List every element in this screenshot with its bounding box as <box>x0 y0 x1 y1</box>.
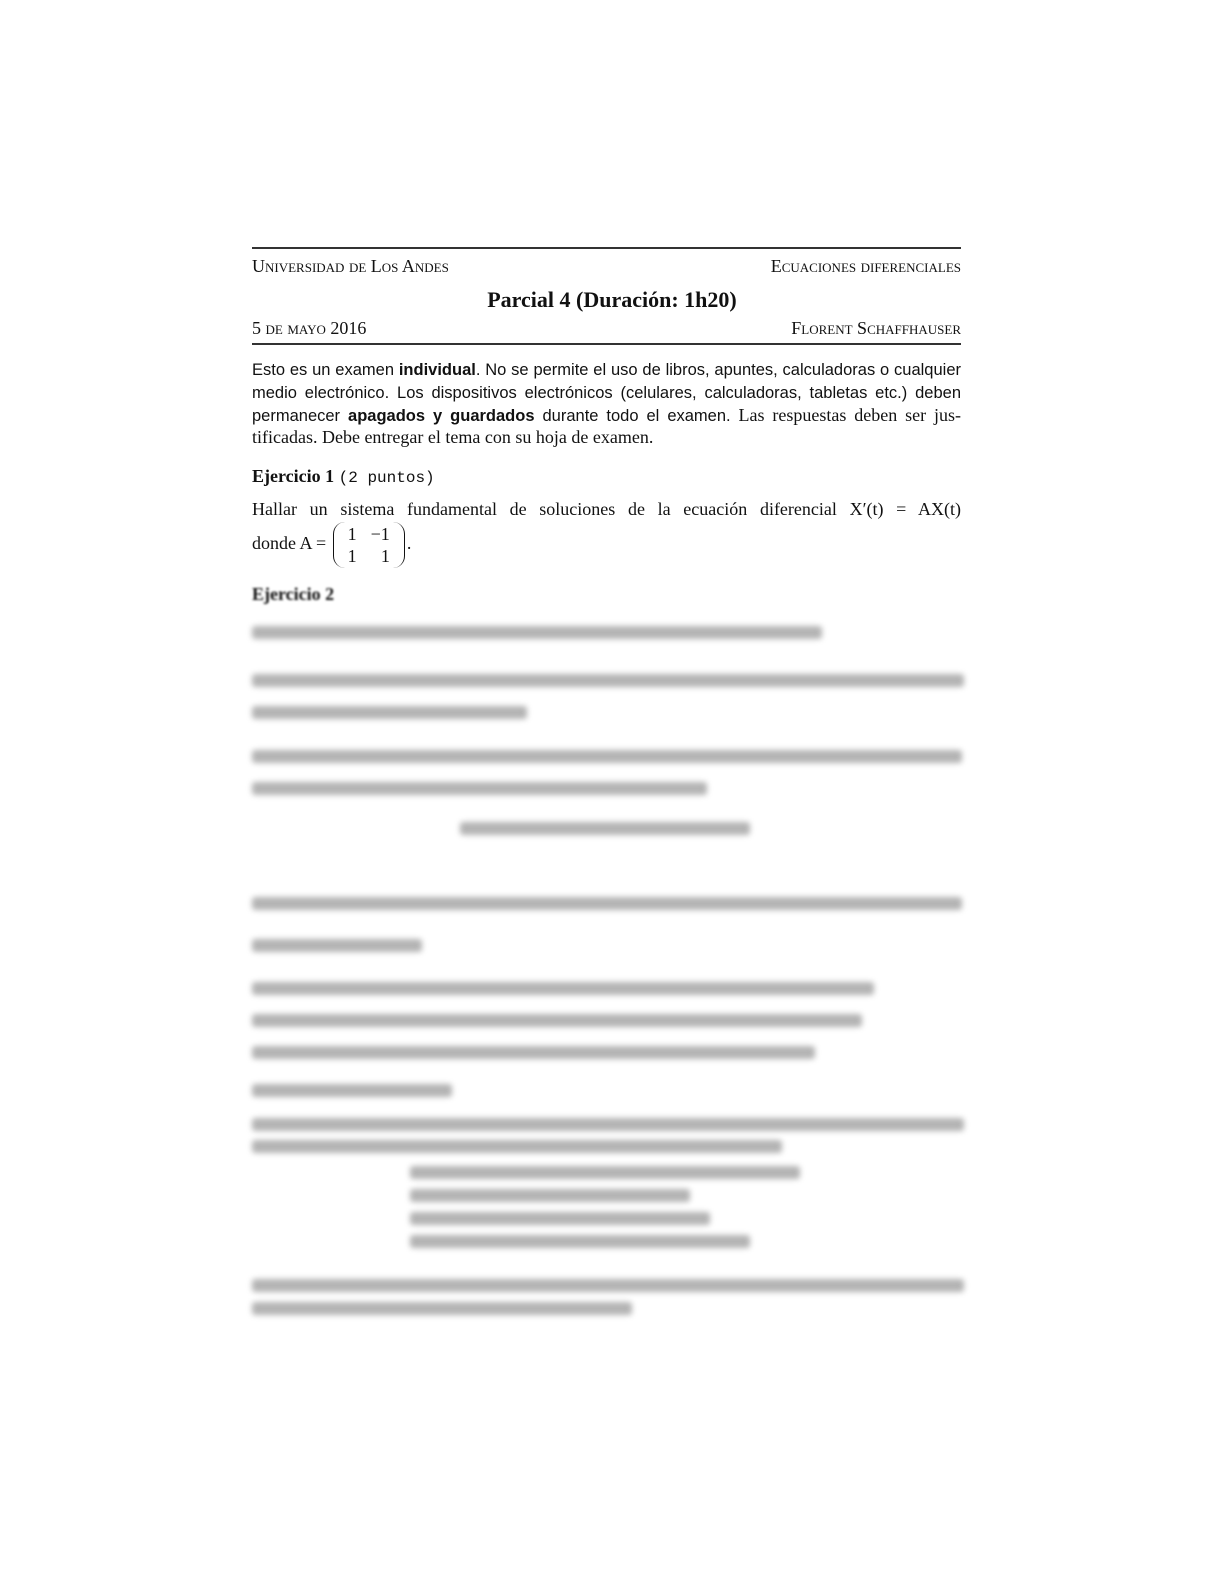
blurred-line <box>252 626 822 639</box>
author: Florent Schaffhauser <box>791 318 961 338</box>
header-rule <box>252 343 961 345</box>
blurred-line <box>252 982 874 995</box>
blurred-line <box>252 782 707 795</box>
intro-text: Las respuestas deben ser jus- <box>730 405 961 425</box>
exam-date: 5 de mayo 2016 <box>252 318 367 338</box>
exercise-2-heading: Ejercicio 2 <box>252 584 335 604</box>
blurred-line <box>252 1046 815 1059</box>
blurred-line <box>252 897 962 910</box>
university: Universidad de Los Andes <box>252 256 449 276</box>
exercise-text: donde A = <box>252 533 327 554</box>
period: . <box>406 533 412 554</box>
blurred-line <box>252 706 527 719</box>
intro-bold: apagados y guardados <box>348 407 535 425</box>
top-rule <box>252 247 961 249</box>
exam-title: Parcial 4 (Duración: 1h20) <box>487 287 737 312</box>
exercise-points: (2 puntos) <box>338 469 435 487</box>
blurred-line <box>252 1140 782 1153</box>
blurred-line <box>460 822 750 835</box>
intro-text: . No se permite el uso de libros, apuntes, calculadoras o cualquier <box>475 361 961 379</box>
exercise-1-text: Hallar un sistema fundamental de soluciones de la ecuación diferencial X′(t) = AX(t) <box>252 499 961 519</box>
intro-line: medio electrónico. Los dispositivos electrónicos (celulares, calculadoras, tabletas etc.) deben <box>252 384 961 402</box>
blurred-line <box>410 1189 690 1202</box>
exercise-1-matrix-line <box>252 522 961 568</box>
intro-text: Esto es un examen <box>252 361 399 379</box>
blurred-line <box>410 1166 800 1179</box>
blurred-line <box>410 1212 710 1225</box>
intro-bold: individual <box>398 361 476 379</box>
exercise-title: Ejercicio 1 <box>252 466 335 486</box>
matrix-cell: 1 <box>347 546 357 566</box>
intro-text: permanecer <box>252 407 349 425</box>
course: Ecuaciones diferenciales <box>770 256 961 276</box>
blurred-line <box>252 1279 964 1292</box>
matrix-A <box>333 522 405 568</box>
blurred-line <box>252 674 964 687</box>
blurred-line <box>252 750 962 763</box>
blurred-line <box>410 1235 750 1248</box>
blurred-line <box>252 939 422 952</box>
blurred-line <box>252 1084 452 1097</box>
exercise-1-heading <box>252 466 961 487</box>
matrix-cell: −1 <box>370 524 390 544</box>
blurred-line <box>252 1118 964 1131</box>
blurred-line <box>252 1014 862 1027</box>
intro-line: tificadas. Debe entregar el tema con su hoja de examen. <box>252 427 654 447</box>
matrix-cell: 1 <box>380 546 390 566</box>
blurred-line <box>252 1302 632 1315</box>
matrix-cell: 1 <box>347 524 357 544</box>
intro-text: durante todo el examen. <box>534 407 731 425</box>
